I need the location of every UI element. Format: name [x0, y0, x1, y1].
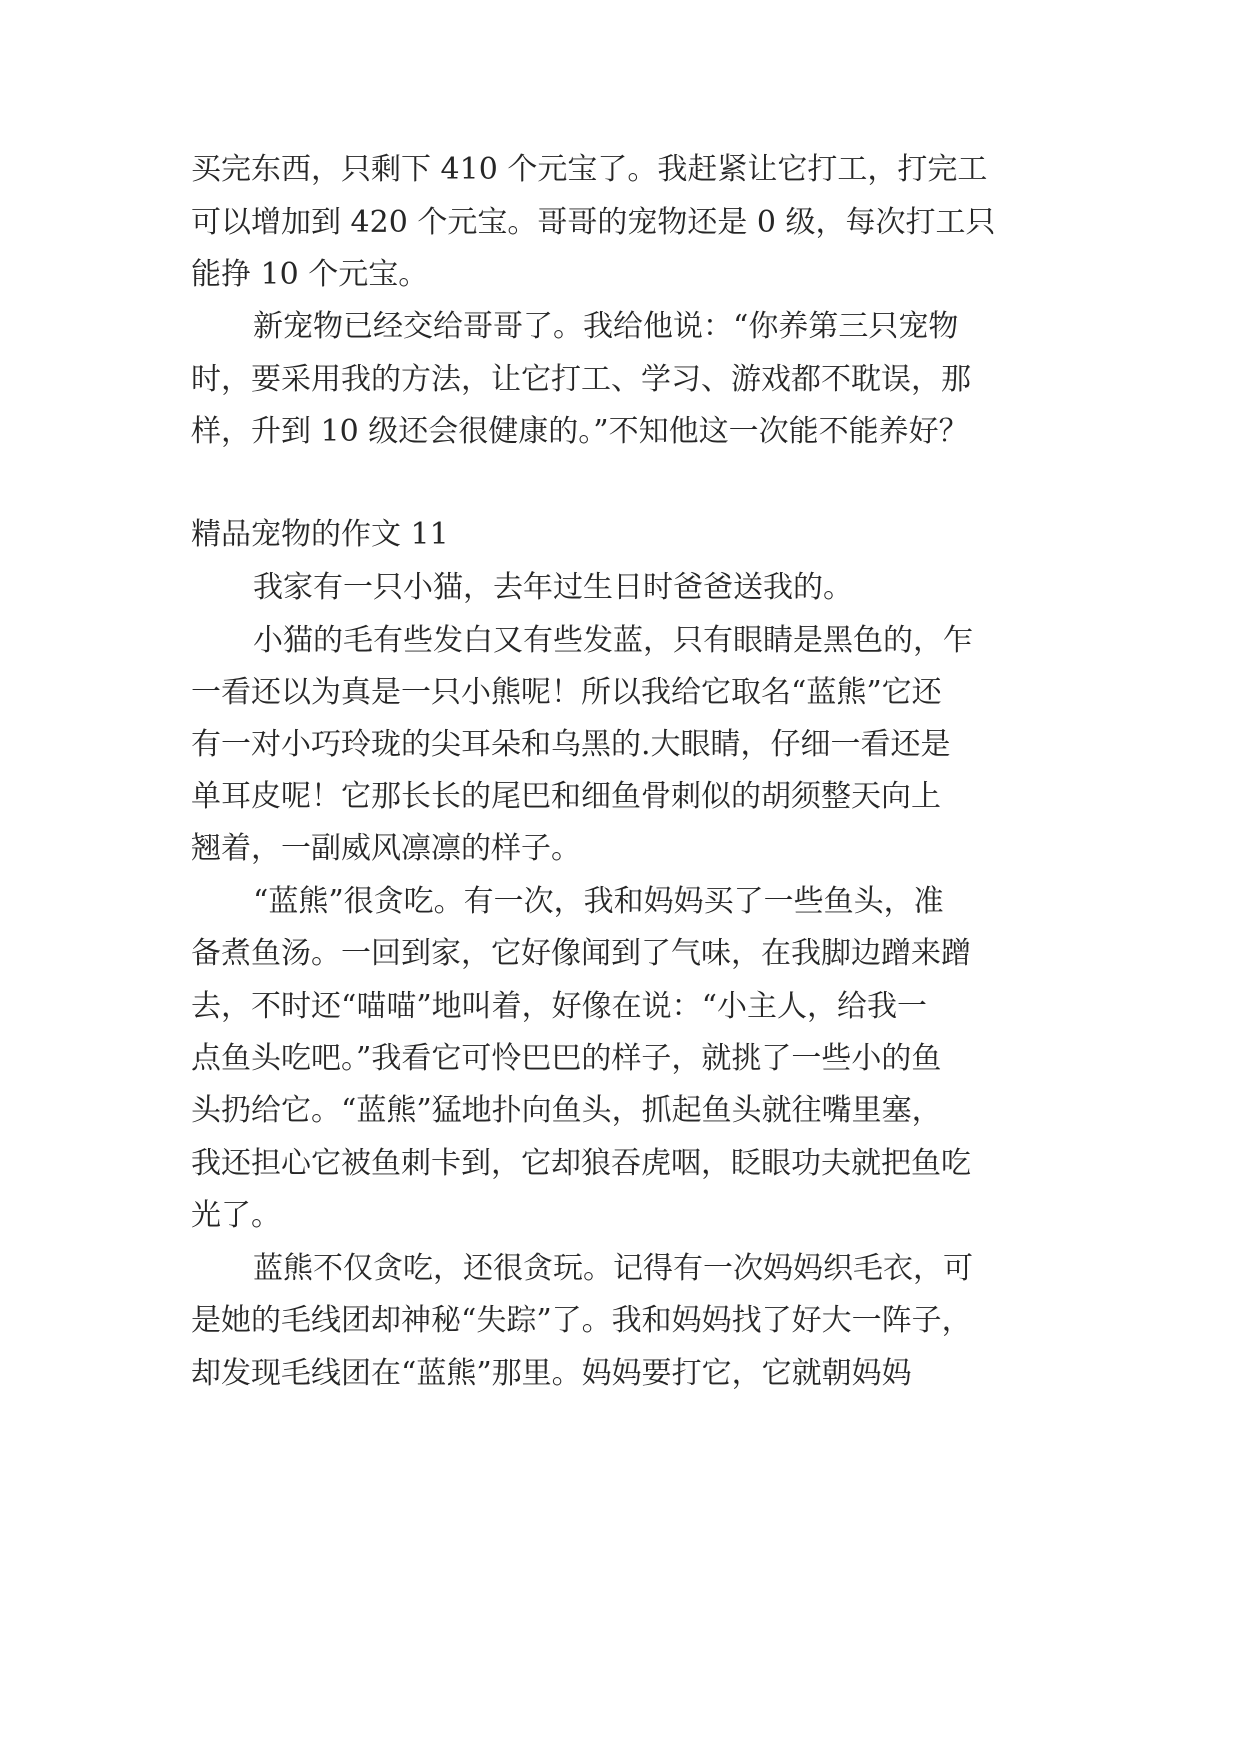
text-line: 能挣 10 个元宝。 [191, 257, 429, 292]
text-line: 我还担心它被鱼刺卡到，它却狼吞虎咽，眨眼功夫就把鱼吃 [191, 1146, 971, 1181]
text-line: 单耳皮呢！它那长长的尾巴和细鱼骨刺似的胡须整天向上 [191, 779, 941, 814]
text-line: 买完东西，只剩下 410 个元宝了。我赶紧让它打工，打完工 [191, 152, 988, 187]
text-line: 却发现毛线团在“蓝熊”那里。妈妈要打它，它就朝妈妈 [191, 1356, 912, 1391]
text-line: 光了。 [191, 1198, 281, 1233]
text-line: 样，升到 10 级还会很健康的。”不知他这一次能不能养好？ [191, 414, 969, 449]
text-line: “蓝熊”很贪吃。有一次，我和妈妈买了一些鱼头，准 [253, 884, 944, 919]
text-line: 小猫的毛有些发白又有些发蓝，只有眼睛是黑色的，乍 [253, 623, 973, 658]
text-line: 时，要采用我的方法，让它打工、学习、游戏都不耽误，那 [191, 362, 971, 397]
text-line: 有一对小巧玲珑的尖耳朵和乌黑的.大眼睛，仔细一看还是 [191, 727, 951, 762]
text-line: 翘着，一副威风凛凛的样子。 [191, 831, 581, 866]
text-line: 备煮鱼汤。一回到家，它好像闻到了气味，在我脚边蹭来蹭 [191, 936, 971, 971]
text-line: 去，不时还“喵喵”地叫着，好像在说：“小主人，给我一 [191, 989, 928, 1024]
essay-heading: 精品宠物的作文 11 [191, 517, 449, 552]
text-line: 头扔给它。“蓝熊”猛地扑向鱼头，抓起鱼头就往嘴里塞， [191, 1093, 942, 1128]
text-line: 我家有一只小猫，去年过生日时爸爸送我的。 [253, 570, 853, 605]
text-line: 蓝熊不仅贪吃，还很贪玩。记得有一次妈妈织毛衣，可 [253, 1251, 973, 1286]
text-line: 点鱼头吃吧。”我看它可怜巴巴的样子，就挑了一些小的鱼 [191, 1041, 942, 1076]
text-line: 新宠物已经交给哥哥了。我给他说：“你养第三只宠物 [253, 309, 959, 344]
text-line: 是她的毛线团却神秘“失踪”了。我和妈妈找了好大一阵子， [191, 1303, 972, 1338]
text-line: 一看还以为真是一只小熊呢！所以我给它取名“蓝熊”它还 [191, 675, 942, 710]
text-line: 可以增加到 420 个元宝。哥哥的宠物还是 0 级，每次打工只 [191, 205, 996, 240]
